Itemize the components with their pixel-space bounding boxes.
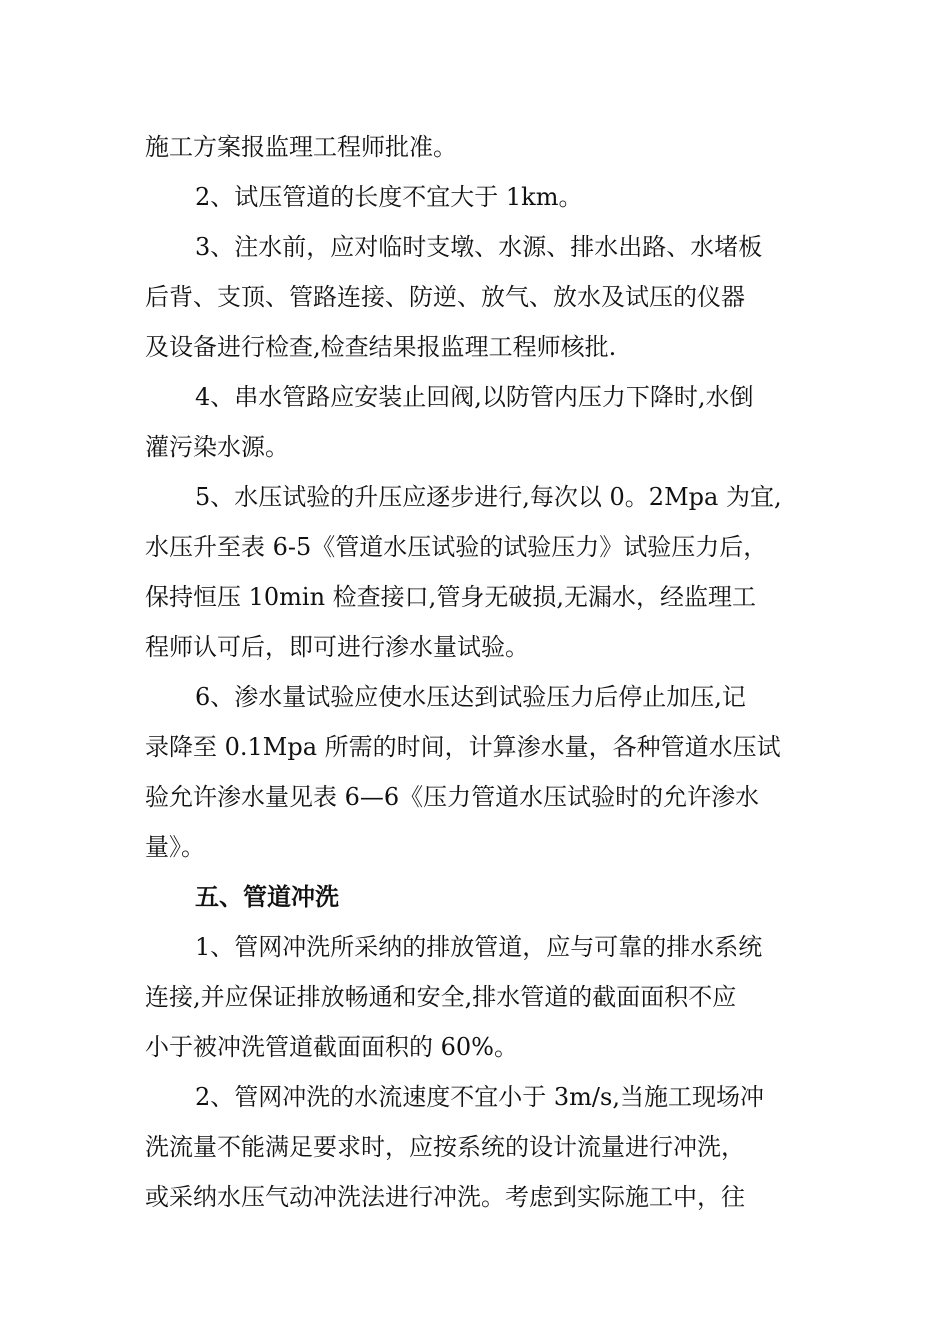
paragraph-line: 量》。 (145, 833, 205, 861)
paragraph-line: 录降至 0.1Mpa 所需的时间，计算渗水量，各种管道水压试 (145, 733, 781, 761)
paragraph-line: 验允许渗水量见表 6—6《压力管道水压试验时的允许渗水 (145, 783, 760, 811)
paragraph-line: 或采纳水压气动冲洗法进行冲洗。考虑到实际施工中，往 (145, 1183, 745, 1211)
document-body (145, 122, 800, 1222)
paragraph-line: 2、试压管道的长度不宜大于 1km。 (195, 183, 583, 211)
section-heading: 五、管道冲洗 (195, 882, 339, 911)
paragraph-line: 4、串水管路应安装止回阀,以防管内压力下降时,水倒 (195, 383, 754, 411)
paragraph-line: 3、注水前，应对临时支墩、水源、排水出路、水堵板 (195, 233, 763, 261)
paragraph-line: 2、管网冲洗的水流速度不宜小于 3m/s,当施工现场冲 (195, 1083, 764, 1111)
paragraph-line: 5、水压试验的升压应逐步进行,每次以 0。2Mpa 为宜, (195, 483, 782, 511)
paragraph-line: 灌污染水源。 (145, 433, 289, 461)
paragraph-line: 6、渗水量试验应使水压达到试验压力后停止加压,记 (195, 683, 746, 711)
paragraph-line: 保持恒压 10min 检查接口,管身无破损,无漏水，经监理工 (145, 583, 756, 611)
paragraph-line: 后背、支顶、管路连接、防逆、放气、放水及试压的仪器 (145, 283, 745, 311)
paragraph-line: 洗流量不能满足要求时，应按系统的设计流量进行冲洗， (145, 1133, 745, 1161)
paragraph-line: 及设备进行检查,检查结果报监理工程师核批. (145, 333, 617, 361)
paragraph-line: 水压升至表 6-5《管道水压试验的试验压力》试验压力后， (145, 533, 768, 561)
paragraph-line: 小于被冲洗管道截面面积的 60%。 (145, 1033, 518, 1061)
paragraph-line: 程师认可后，即可进行渗水量试验。 (145, 633, 529, 661)
paragraph-line: 1、管网冲洗所采纳的排放管道，应与可靠的排水系统 (195, 933, 763, 961)
paragraph-line: 施工方案报监理工程师批准。 (145, 133, 457, 161)
paragraph-line: 连接,并应保证排放畅通和安全,排水管道的截面面积不应 (145, 983, 737, 1011)
